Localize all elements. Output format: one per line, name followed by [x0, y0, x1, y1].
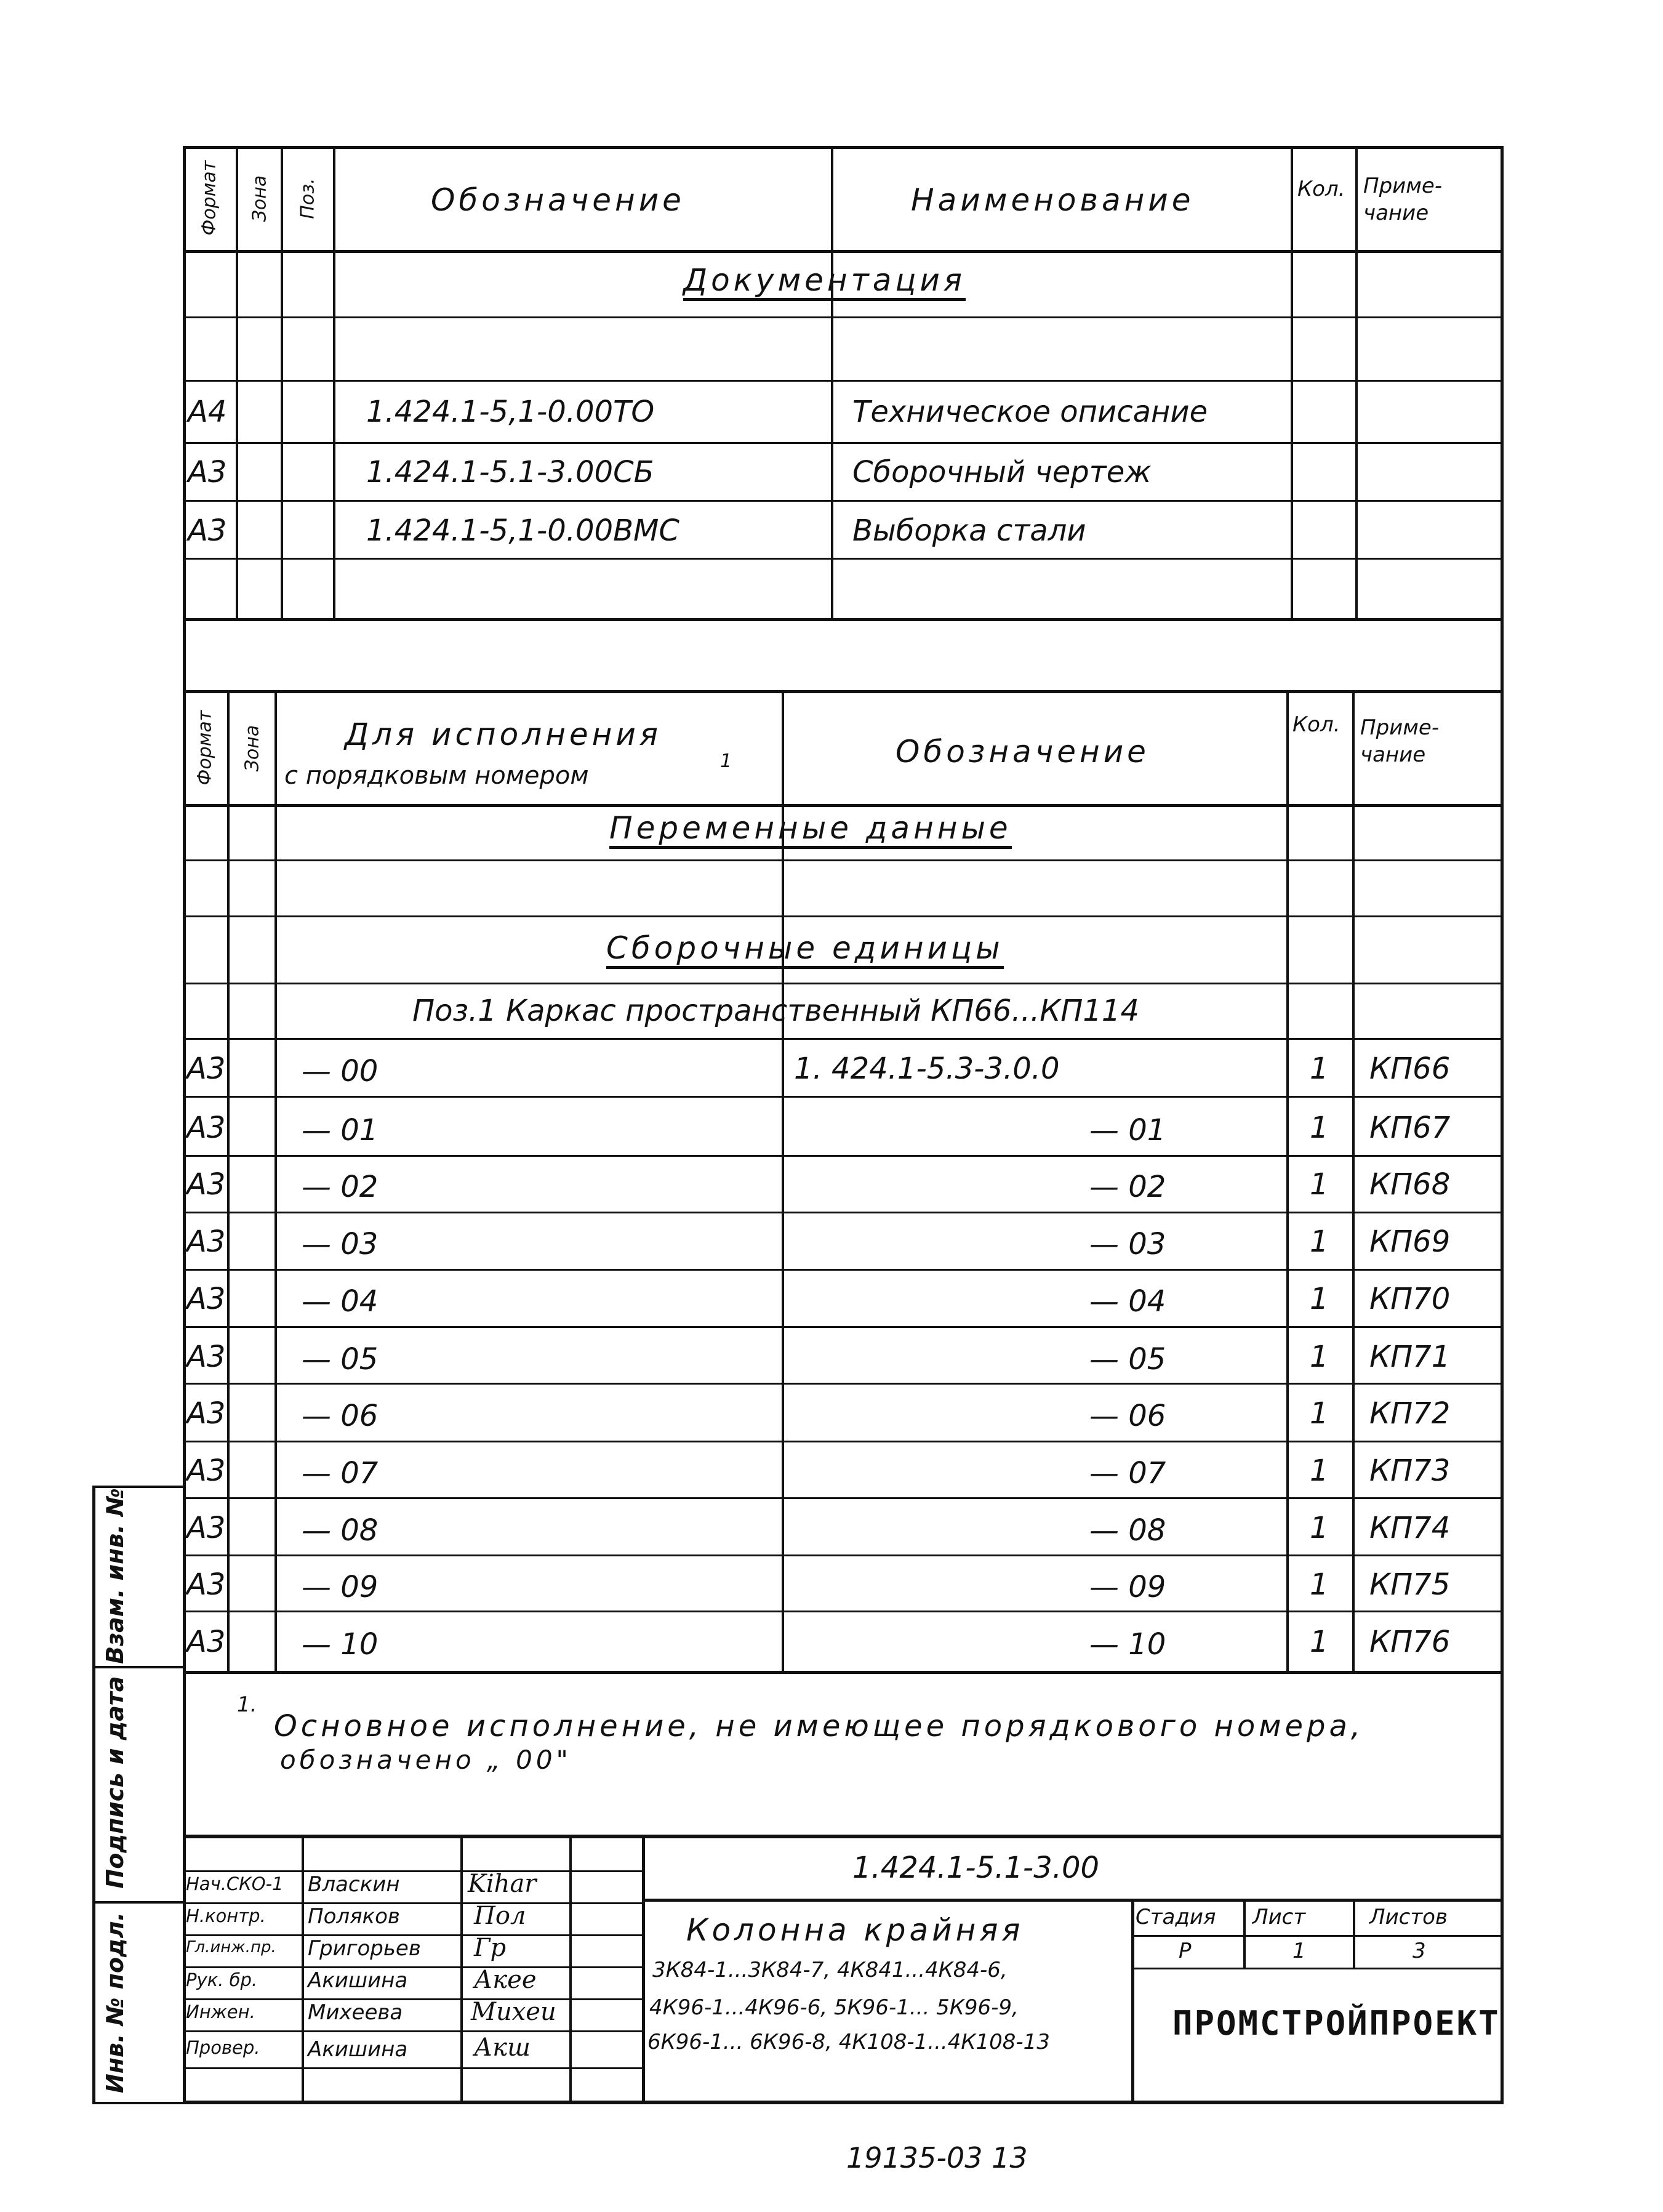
footer-code: 19135-03 13 [846, 2141, 1028, 2174]
footnote-line1: Основное исполнение, не имеющее порядкового номера, [274, 1709, 1364, 1743]
doc-row-1-name: Техническое описание [852, 395, 1208, 429]
header-execution: Для исполнения [345, 717, 662, 752]
row-note: КП76 [1369, 1625, 1451, 1659]
row-exec: — 01 [302, 1113, 379, 1148]
doc-code: 1.424.1-5.1-3.00 [852, 1851, 1100, 1885]
footnote-mark: 1. [237, 1692, 257, 1717]
row-format: А3 [186, 1567, 226, 1602]
stage-label: Стадия [1136, 1905, 1216, 1929]
pos-line: Поз.1 Каркас пространственный КП66...КП114 [412, 994, 1139, 1028]
role-5: Инжен. [186, 2001, 255, 2022]
doc-row-2-designation: 1.424.1-5.1-3.00СБ [366, 455, 654, 489]
row-qty: 1 [1310, 1454, 1329, 1488]
row-exec: — 07 [302, 1456, 379, 1490]
row-note: КП68 [1369, 1167, 1451, 1202]
name-2: Поляков [308, 1904, 400, 1929]
product-line-2: 4К96-1...4К96-6, 5К96-1... 5К96-9, [649, 1995, 1019, 2020]
header-execution-sub: с порядковым номером [284, 762, 589, 790]
row-note: КП69 [1369, 1225, 1451, 1259]
sheets-value: 3 [1413, 1939, 1426, 1963]
signature-2: Пол [474, 1902, 526, 1930]
signature-4: Акее [474, 1966, 537, 1994]
name-4: Акишина [308, 1968, 408, 1993]
row-designation: 1. 424.1-5.3-3.0.0 [794, 1052, 1060, 1086]
doc-row-2-format: А3 [188, 455, 227, 489]
doc-row-3-designation: 1.424.1-5,1-0.00ВМС [366, 513, 679, 548]
margin-inv-replacement: Взам. инв. № [102, 1488, 129, 1664]
header-name: Наименование [911, 182, 1195, 218]
product-title: Колонна крайняя [686, 1912, 1024, 1948]
row-exec: — 10 [302, 1627, 379, 1662]
row-note: КП66 [1369, 1052, 1451, 1086]
row-designation: — 10 [1089, 1627, 1166, 1662]
row-note: КП75 [1369, 1567, 1451, 1602]
section-variable-data: Переменные данные [609, 813, 1012, 849]
row-qty: 1 [1310, 1225, 1329, 1259]
margin-inv-original: Инв. № подл. [102, 1912, 129, 2094]
header-zone: Зона [249, 175, 271, 222]
row-format: А3 [186, 1340, 226, 1374]
header-designation: Обозначение [431, 182, 685, 218]
row-format: А3 [186, 1454, 226, 1488]
row-exec: — 00 [302, 1054, 379, 1088]
name-1: Власкин [308, 1872, 400, 1897]
row-note: КП73 [1369, 1454, 1451, 1488]
header-note: Приме- чание [1363, 174, 1443, 226]
row-format: А3 [186, 1111, 226, 1145]
row-exec: — 04 [302, 1284, 379, 1319]
header-qty-2: Кол. [1292, 712, 1340, 737]
row-exec: — 09 [302, 1570, 379, 1604]
row-qty: 1 [1310, 1567, 1329, 1602]
row-format: А3 [186, 1225, 226, 1259]
row-qty: 1 [1310, 1111, 1329, 1145]
doc-row-3-format: А3 [188, 513, 227, 548]
row-format: А3 [186, 1625, 226, 1659]
doc-row-3-name: Выборка стали [852, 513, 1086, 548]
header-execution-sup: 1 [720, 750, 732, 772]
header-zone-2: Зона [241, 725, 263, 772]
product-line-1: 3К84-1...3К84-7, 4К841...4К84-6, [652, 1958, 1008, 1982]
name-6: Акишина [308, 2037, 408, 2062]
row-note: КП70 [1369, 1282, 1451, 1316]
margin-sign-date: Подпись и дата [102, 1676, 129, 1889]
row-format: А3 [186, 1052, 226, 1086]
header-designation-2: Обозначение [896, 734, 1150, 770]
org-logo: ПРОМСТРОЙПРОЕКТ [1172, 2004, 1501, 2043]
section-title-documentation: Документация [683, 265, 966, 301]
row-designation: — 01 [1089, 1113, 1166, 1148]
row-qty: 1 [1310, 1625, 1329, 1659]
sheet-value: 1 [1292, 1939, 1306, 1963]
product-line-3: 6К96-1... 6К96-8, 4К108-1...4К108-13 [647, 2030, 1050, 2054]
row-qty: 1 [1310, 1396, 1329, 1431]
header-format: Формат [198, 160, 220, 236]
name-3: Григорьев [308, 1936, 421, 1961]
row-note: КП71 [1369, 1340, 1451, 1374]
signature-6: Акш [474, 2033, 531, 2062]
row-designation: — 06 [1089, 1399, 1166, 1433]
row-note: КП74 [1369, 1511, 1451, 1545]
row-format: А3 [186, 1167, 226, 1202]
signature-5: Михеи [471, 1998, 556, 2026]
signature-3: Гр [474, 1934, 507, 1962]
row-note: КП72 [1369, 1396, 1451, 1431]
doc-row-2-name: Сборочный чертеж [852, 455, 1152, 489]
role-2: Н.контр. [186, 1905, 266, 1926]
row-format: А3 [186, 1396, 226, 1431]
name-5: Михеева [308, 2000, 403, 2025]
row-designation: — 07 [1089, 1456, 1166, 1490]
row-note: КП67 [1369, 1111, 1451, 1145]
role-4: Рук. бр. [186, 1969, 258, 1990]
sheet-label: Лист [1252, 1905, 1306, 1929]
row-qty: 1 [1310, 1511, 1329, 1545]
row-qty: 1 [1310, 1052, 1329, 1086]
row-qty: 1 [1310, 1340, 1329, 1374]
row-format: А3 [186, 1511, 226, 1545]
footnote-line2: обозначено „ 00" [280, 1745, 572, 1775]
row-qty: 1 [1310, 1167, 1329, 1202]
doc-row-1-format: А4 [188, 395, 227, 429]
row-exec: — 02 [302, 1170, 379, 1204]
row-qty: 1 [1310, 1282, 1329, 1316]
row-exec: — 08 [302, 1513, 379, 1548]
row-exec: — 05 [302, 1342, 379, 1377]
sheets-label: Листов [1369, 1905, 1448, 1929]
header-pos: Поз. [297, 178, 319, 219]
row-exec: — 06 [302, 1399, 379, 1433]
header-format-2: Формат [194, 710, 216, 786]
header-qty: Кол. [1297, 177, 1345, 201]
row-format: А3 [186, 1282, 226, 1316]
row-designation: — 04 [1089, 1284, 1166, 1319]
section-assembly-units: Сборочные единицы [606, 933, 1004, 969]
header-note-2: Приме- чание [1360, 715, 1440, 768]
row-exec: — 03 [302, 1227, 379, 1261]
row-designation: — 05 [1089, 1342, 1166, 1377]
stage-value: Р [1179, 1939, 1192, 1963]
row-designation: — 03 [1089, 1227, 1166, 1261]
signature-1: Kihar [468, 1870, 537, 1898]
row-designation: — 09 [1089, 1570, 1166, 1604]
row-designation: — 02 [1089, 1170, 1166, 1204]
role-6: Провер. [186, 2037, 260, 2058]
role-1: Нач.СКО-1 [186, 1873, 284, 1894]
role-3: Гл.инж.пр. [186, 1938, 276, 1957]
row-designation: — 08 [1089, 1513, 1166, 1548]
doc-row-1-designation: 1.424.1-5,1-0.00ТО [366, 395, 655, 429]
